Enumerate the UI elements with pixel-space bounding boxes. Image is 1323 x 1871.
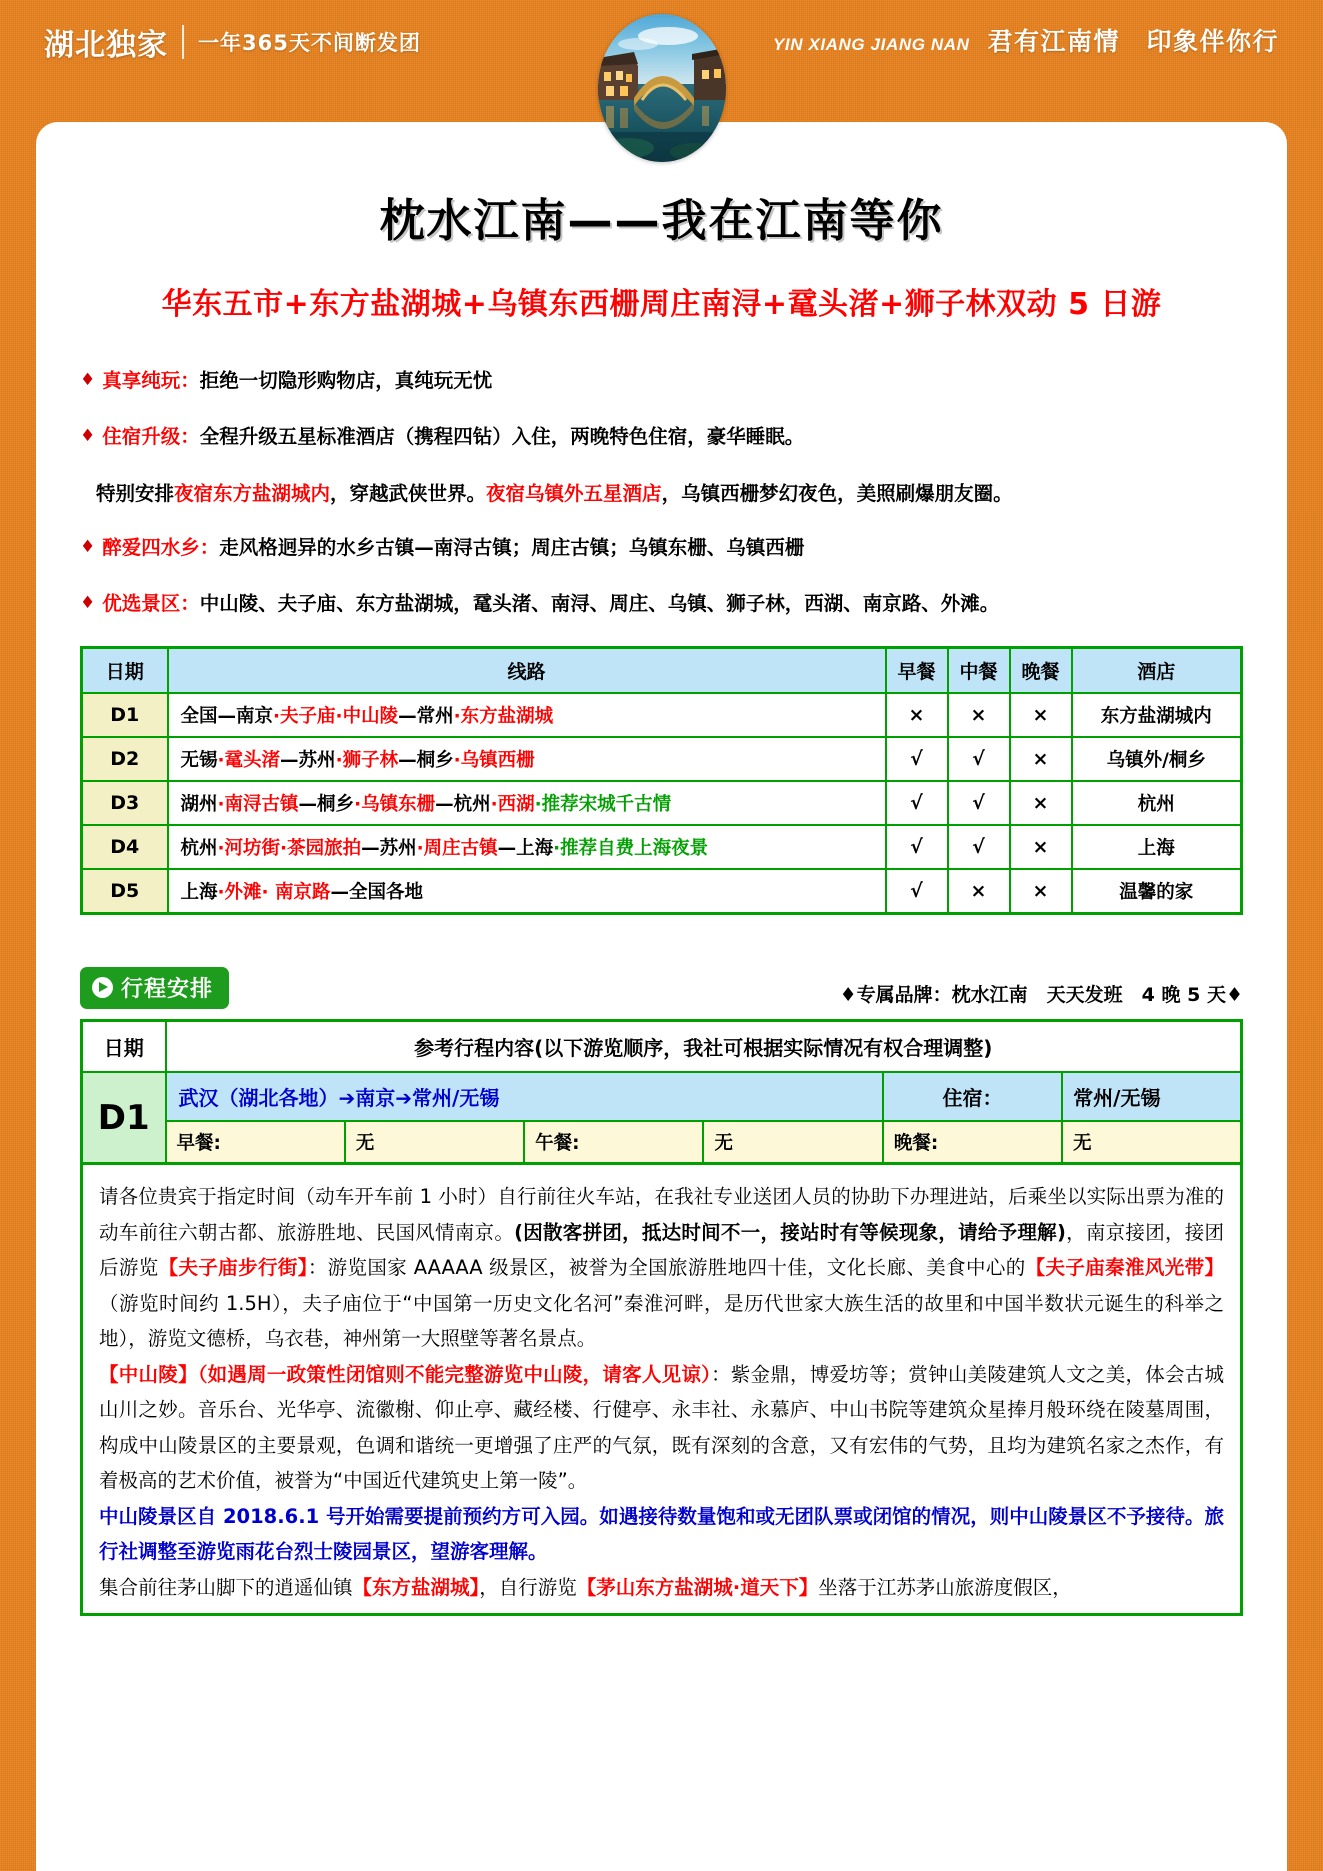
- schedule-hotel-cell: 杭州: [1072, 781, 1242, 825]
- route-segment: —苏州: [361, 838, 417, 860]
- route-segment: ·推荐自费上海夜景: [553, 838, 709, 860]
- route-segment: 全国—南京: [180, 706, 274, 728]
- page-title: 枕水江南——我在江南等你: [379, 194, 944, 247]
- itinerary-d1-meal-row: [82, 1121, 1242, 1164]
- table-row: [82, 825, 1242, 869]
- p2-note-closed-monday: （如遇周一政策性闭馆则不能完整游览中山陵，请客人见谅）: [197, 1362, 712, 1386]
- schedule-hotel-cell: 温馨的家: [1072, 869, 1242, 914]
- table-row: [82, 869, 1242, 914]
- schedule-col-route: 线路: [168, 648, 886, 694]
- play-circle-icon: [92, 977, 113, 998]
- schedule-day-cell: D5: [82, 869, 168, 914]
- route-segment: ·狮子林: [335, 750, 399, 772]
- page-subtitle: 华东五市+东方盐湖城+乌镇东西栅周庄南浔+鼋头渚+狮子林双动 5 日游: [161, 287, 1162, 322]
- schedule-table-wrapper: [80, 646, 1243, 915]
- itinerary-day-badge-d1: D1: [82, 1072, 166, 1164]
- route-segment: —常州: [398, 706, 454, 728]
- p2-text-c: ：紫金鼎，博爱坊等；赏钟山美陵建筑人文之美，体会古城山川之妙。音乐台、光华亭、流徽榭、仰止亭、藏经楼、行健亭、永丰社、永慕庐、中山书院等建筑众星捧月般环绕在陵墓周围，构成中山陵景区的主要景观，色调和谐统一更增强了庄严的气氛，既有深刻的含意，又有宏伟的气势，且均为建筑名家之杰作，有着极高的艺术价值，被誉为“中国近代建筑史上第一陵”。: [99, 1362, 1224, 1493]
- schedule-col-dinner: 晚餐: [1010, 648, 1072, 694]
- p1-text-g: （游览时间约 1.5H），夫子庙位于“中国第一历史文化名河”秦淮河畔，是历代世家大族生活的故里和中国半数状元诞生的科举之地），游览文德桥，乌衣巷，神州第一大照壁等著名景点。: [99, 1291, 1224, 1351]
- route-segment: ·周庄古镇: [416, 838, 498, 860]
- schedule-col-hotel: 酒店: [1072, 648, 1242, 694]
- route-segment: ·南浔古镇: [217, 794, 299, 816]
- schedule-col-lunch: 中餐: [948, 648, 1010, 694]
- route-segment: ·鼋头渚: [217, 750, 281, 772]
- route-segment: ·河坊街·茶园旅拍: [217, 838, 362, 860]
- schedule-hotel-cell: 上海: [1072, 825, 1242, 869]
- feature-text-5: 中山陵、夫子庙、东方盐湖城，鼋头渚、南浔、周庄、乌镇、狮子林，西湖、南京路、外滩。: [199, 592, 1000, 616]
- itinerary-brand-note: ♦专属品牌：枕水江南 天天发班 4 晚 5 天♦: [839, 984, 1243, 1007]
- d1-dinner-label: 晚餐:: [883, 1121, 1062, 1164]
- schedule-route-cell: [168, 781, 886, 825]
- d1-lunch-label: 午餐:: [524, 1121, 703, 1164]
- itinerary-d1-route-row: [82, 1072, 1242, 1121]
- d1-breakfast-label: 早餐:: [166, 1121, 345, 1164]
- schedule-table: [80, 646, 1243, 915]
- brand-left-group: [44, 20, 421, 64]
- itinerary-section-badge: [80, 967, 229, 1009]
- schedule-route-cell: [168, 693, 886, 737]
- schedule-lunch-cell: √: [948, 825, 1010, 869]
- feature-key-2: 住宿升级：: [102, 425, 200, 449]
- p4-text-c: ，自行游览: [479, 1575, 577, 1599]
- feature-key-1: 真享纯玩：: [102, 369, 200, 392]
- schedule-route-cell: [168, 869, 886, 914]
- schedule-lunch-cell: ×: [948, 869, 1010, 914]
- route-segment: ·外滩· 南京路: [217, 882, 331, 904]
- schedule-breakfast-cell: ×: [886, 693, 948, 737]
- schedule-col-breakfast: 早餐: [886, 648, 948, 694]
- route-segment: —杭州: [435, 794, 491, 816]
- brand-sub-text: 一年365天不间断发团: [198, 31, 421, 55]
- p4-highlight-daotianxia: 【茅山东方盐湖城·道天下】: [576, 1575, 819, 1599]
- body-paragraph-3-reservation-note: 中山陵景区自 2018.6.1 号开始需要提前预约方可入园。如遇接待数量饱和或无团队票或闭馆的情况，则中山陵景区不予接待。旅行社调整至游览雨花台烈士陵园景区，望游客理解。: [99, 1504, 1224, 1564]
- route-segment: ·夫子庙·中山陵: [273, 706, 399, 728]
- route-segment: —桐乡: [398, 750, 454, 772]
- body-paragraph-1: [99, 1179, 1224, 1356]
- brand-divider: [182, 25, 184, 59]
- diamond-bullet-icon: ♦: [80, 426, 96, 447]
- p1-text-e: ：游览国家 AAAAA 级景区，被誉为全国旅游胜地四十佳，文化长廊、美食中心的: [307, 1256, 1026, 1280]
- feature-item-4: [80, 534, 1243, 562]
- route-segment: 上海: [180, 882, 218, 904]
- route-segment: ·乌镇东栅: [354, 794, 436, 816]
- schedule-lunch-cell: √: [948, 781, 1010, 825]
- itinerary-d1-stay-value: 常州/无锡: [1062, 1072, 1241, 1121]
- schedule-lunch-cell: ×: [948, 693, 1010, 737]
- diamond-bullet-icon: ♦: [80, 593, 96, 614]
- schedule-dinner-cell: ×: [1010, 869, 1072, 914]
- schedule-dinner-cell: ×: [1010, 737, 1072, 781]
- feature-text-4: 走风格迥异的水乡古镇—南浔古镇；周庄古镇；乌镇东栅、乌镇西栅: [219, 535, 805, 559]
- water-town-photo: [598, 14, 726, 162]
- table-row: [82, 693, 1242, 737]
- route-segment: —桐乡: [298, 794, 355, 816]
- feature-item-1: [80, 367, 1243, 395]
- itinerary-table: [80, 1019, 1243, 1165]
- body-paragraph-4: [99, 1570, 1224, 1605]
- p4-highlight-dongfang-yanhucheng: 【东方盐湖城】: [352, 1575, 480, 1599]
- brand-pinyin-text: YIN XIANG JIANG NAN: [772, 35, 970, 54]
- route-segment: —上海: [497, 838, 554, 860]
- route-segment: ·乌镇西栅: [453, 750, 535, 772]
- schedule-hotel-cell: 东方盐湖城内: [1072, 693, 1242, 737]
- schedule-day-cell: D1: [82, 693, 168, 737]
- feature-key-5: 优选景区：: [102, 592, 200, 616]
- d1-lunch-value: 无: [703, 1121, 882, 1164]
- schedule-col-date: 日期: [82, 648, 168, 694]
- itinerary-d1-stay-label: 住宿：: [883, 1072, 1062, 1121]
- schedule-breakfast-cell: √: [886, 781, 948, 825]
- brand-right-group: [773, 22, 1279, 58]
- p1-highlight-fuzimiao-street: 【夫子庙步行街】: [158, 1256, 308, 1280]
- itinerary-badge-label: 行程安排: [121, 977, 214, 1003]
- itinerary-col-date: 日期: [82, 1021, 166, 1073]
- special-red-text-2: 夜宿乌镇外五星酒店: [486, 481, 662, 505]
- schedule-breakfast-cell: √: [886, 825, 948, 869]
- route-segment: 湖州: [180, 794, 218, 816]
- feature-text-1: 拒绝一切隐形购物店，真纯玩无忧: [199, 369, 493, 392]
- schedule-header-row: [82, 648, 1242, 694]
- p1-text-a: 请各位贵宾于指定时间（动车开车前 1 小时）自行前往火车站，在我社专业送团人员的协助下办理进站，后乘坐以实际出票为准的动车前往六朝古都、旅游胜地、民国风情南京。: [99, 1185, 1224, 1244]
- schedule-dinner-cell: ×: [1010, 693, 1072, 737]
- p2-highlight-zhongshanling: 【中山陵】: [99, 1362, 198, 1386]
- itinerary-body-text: [80, 1165, 1243, 1616]
- route-segment: —苏州: [280, 750, 336, 772]
- d1-dinner-value: 无: [1062, 1121, 1241, 1164]
- itinerary-col-title: 参考行程内容(以下游览顺序，我社可根据实际情况有权合理调整): [166, 1021, 1242, 1073]
- brand-slogan-text: 君有江南情 印象伴你行: [987, 27, 1279, 56]
- feature-key-4: 醉爱四水乡：: [102, 535, 220, 559]
- special-mid-text-1: ，穿越武侠世界。: [330, 481, 487, 505]
- schedule-route-cell: [168, 825, 886, 869]
- p4-text-e: 坐落于江苏茅山旅游度假区，: [818, 1575, 1072, 1599]
- p1-text-b: (因散客拼团，抵达时间不一，接站时有等候现象，请给予理解): [514, 1220, 1066, 1244]
- schedule-dinner-cell: ×: [1010, 781, 1072, 825]
- schedule-route-cell: [168, 737, 886, 781]
- feature-list: [80, 367, 1243, 618]
- itinerary-d1-route-text: 武汉（湖北各地）➔南京➔常州/无锡: [178, 1086, 500, 1111]
- route-segment: 无锡: [180, 750, 218, 772]
- schedule-day-cell: D3: [82, 781, 168, 825]
- special-mid-text-2: ，乌镇西栅梦幻夜色，美照刷爆朋友圈。: [661, 481, 1013, 505]
- schedule-lunch-cell: √: [948, 737, 1010, 781]
- route-segment: —全国各地: [330, 882, 424, 904]
- feature-item-3-special: [80, 480, 1243, 508]
- itinerary-heading-row: [80, 967, 1243, 1009]
- schedule-body: [82, 693, 1242, 914]
- feature-item-5: [80, 590, 1243, 618]
- schedule-dinner-cell: ×: [1010, 825, 1072, 869]
- route-segment: 杭州: [180, 838, 218, 860]
- schedule-breakfast-cell: √: [886, 737, 948, 781]
- table-row: [82, 737, 1242, 781]
- p1-highlight-qinhuai-belt: 【夫子庙秦淮风光带】: [1025, 1256, 1224, 1280]
- itinerary-table-wrapper: [80, 1019, 1243, 1165]
- schedule-day-cell: D2: [82, 737, 168, 781]
- route-segment: ·西湖: [490, 794, 535, 816]
- diamond-bullet-icon: ♦: [80, 536, 96, 557]
- brand-main-text: 湖北独家: [44, 28, 168, 63]
- special-lead-text: 特别安排: [96, 481, 175, 505]
- route-segment: ·推荐宋城千古情: [534, 794, 672, 816]
- p4-text-a: 集合前往茅山脚下的逍遥仙镇: [99, 1575, 353, 1599]
- schedule-breakfast-cell: √: [886, 869, 948, 914]
- d1-breakfast-value: 无: [345, 1121, 524, 1164]
- body-paragraph-2: [99, 1357, 1224, 1499]
- table-row: [82, 781, 1242, 825]
- itinerary-d1-route-cell: [166, 1072, 883, 1121]
- schedule-hotel-cell: 乌镇外/桐乡: [1072, 737, 1242, 781]
- diamond-bullet-icon: ♦: [80, 370, 96, 390]
- feature-text-2: 全程升级五星标准酒店（携程四钻）入住，两晚特色住宿，豪华睡眠。: [199, 425, 805, 449]
- schedule-day-cell: D4: [82, 825, 168, 869]
- p1-text-c: ，南京接团，接团后游览: [99, 1220, 1224, 1280]
- special-red-text-1: 夜宿东方盐湖城内: [174, 481, 331, 505]
- itinerary-header-row: [82, 1021, 1242, 1073]
- feature-item-2: [80, 423, 1243, 451]
- route-segment: ·东方盐湖城: [453, 706, 554, 728]
